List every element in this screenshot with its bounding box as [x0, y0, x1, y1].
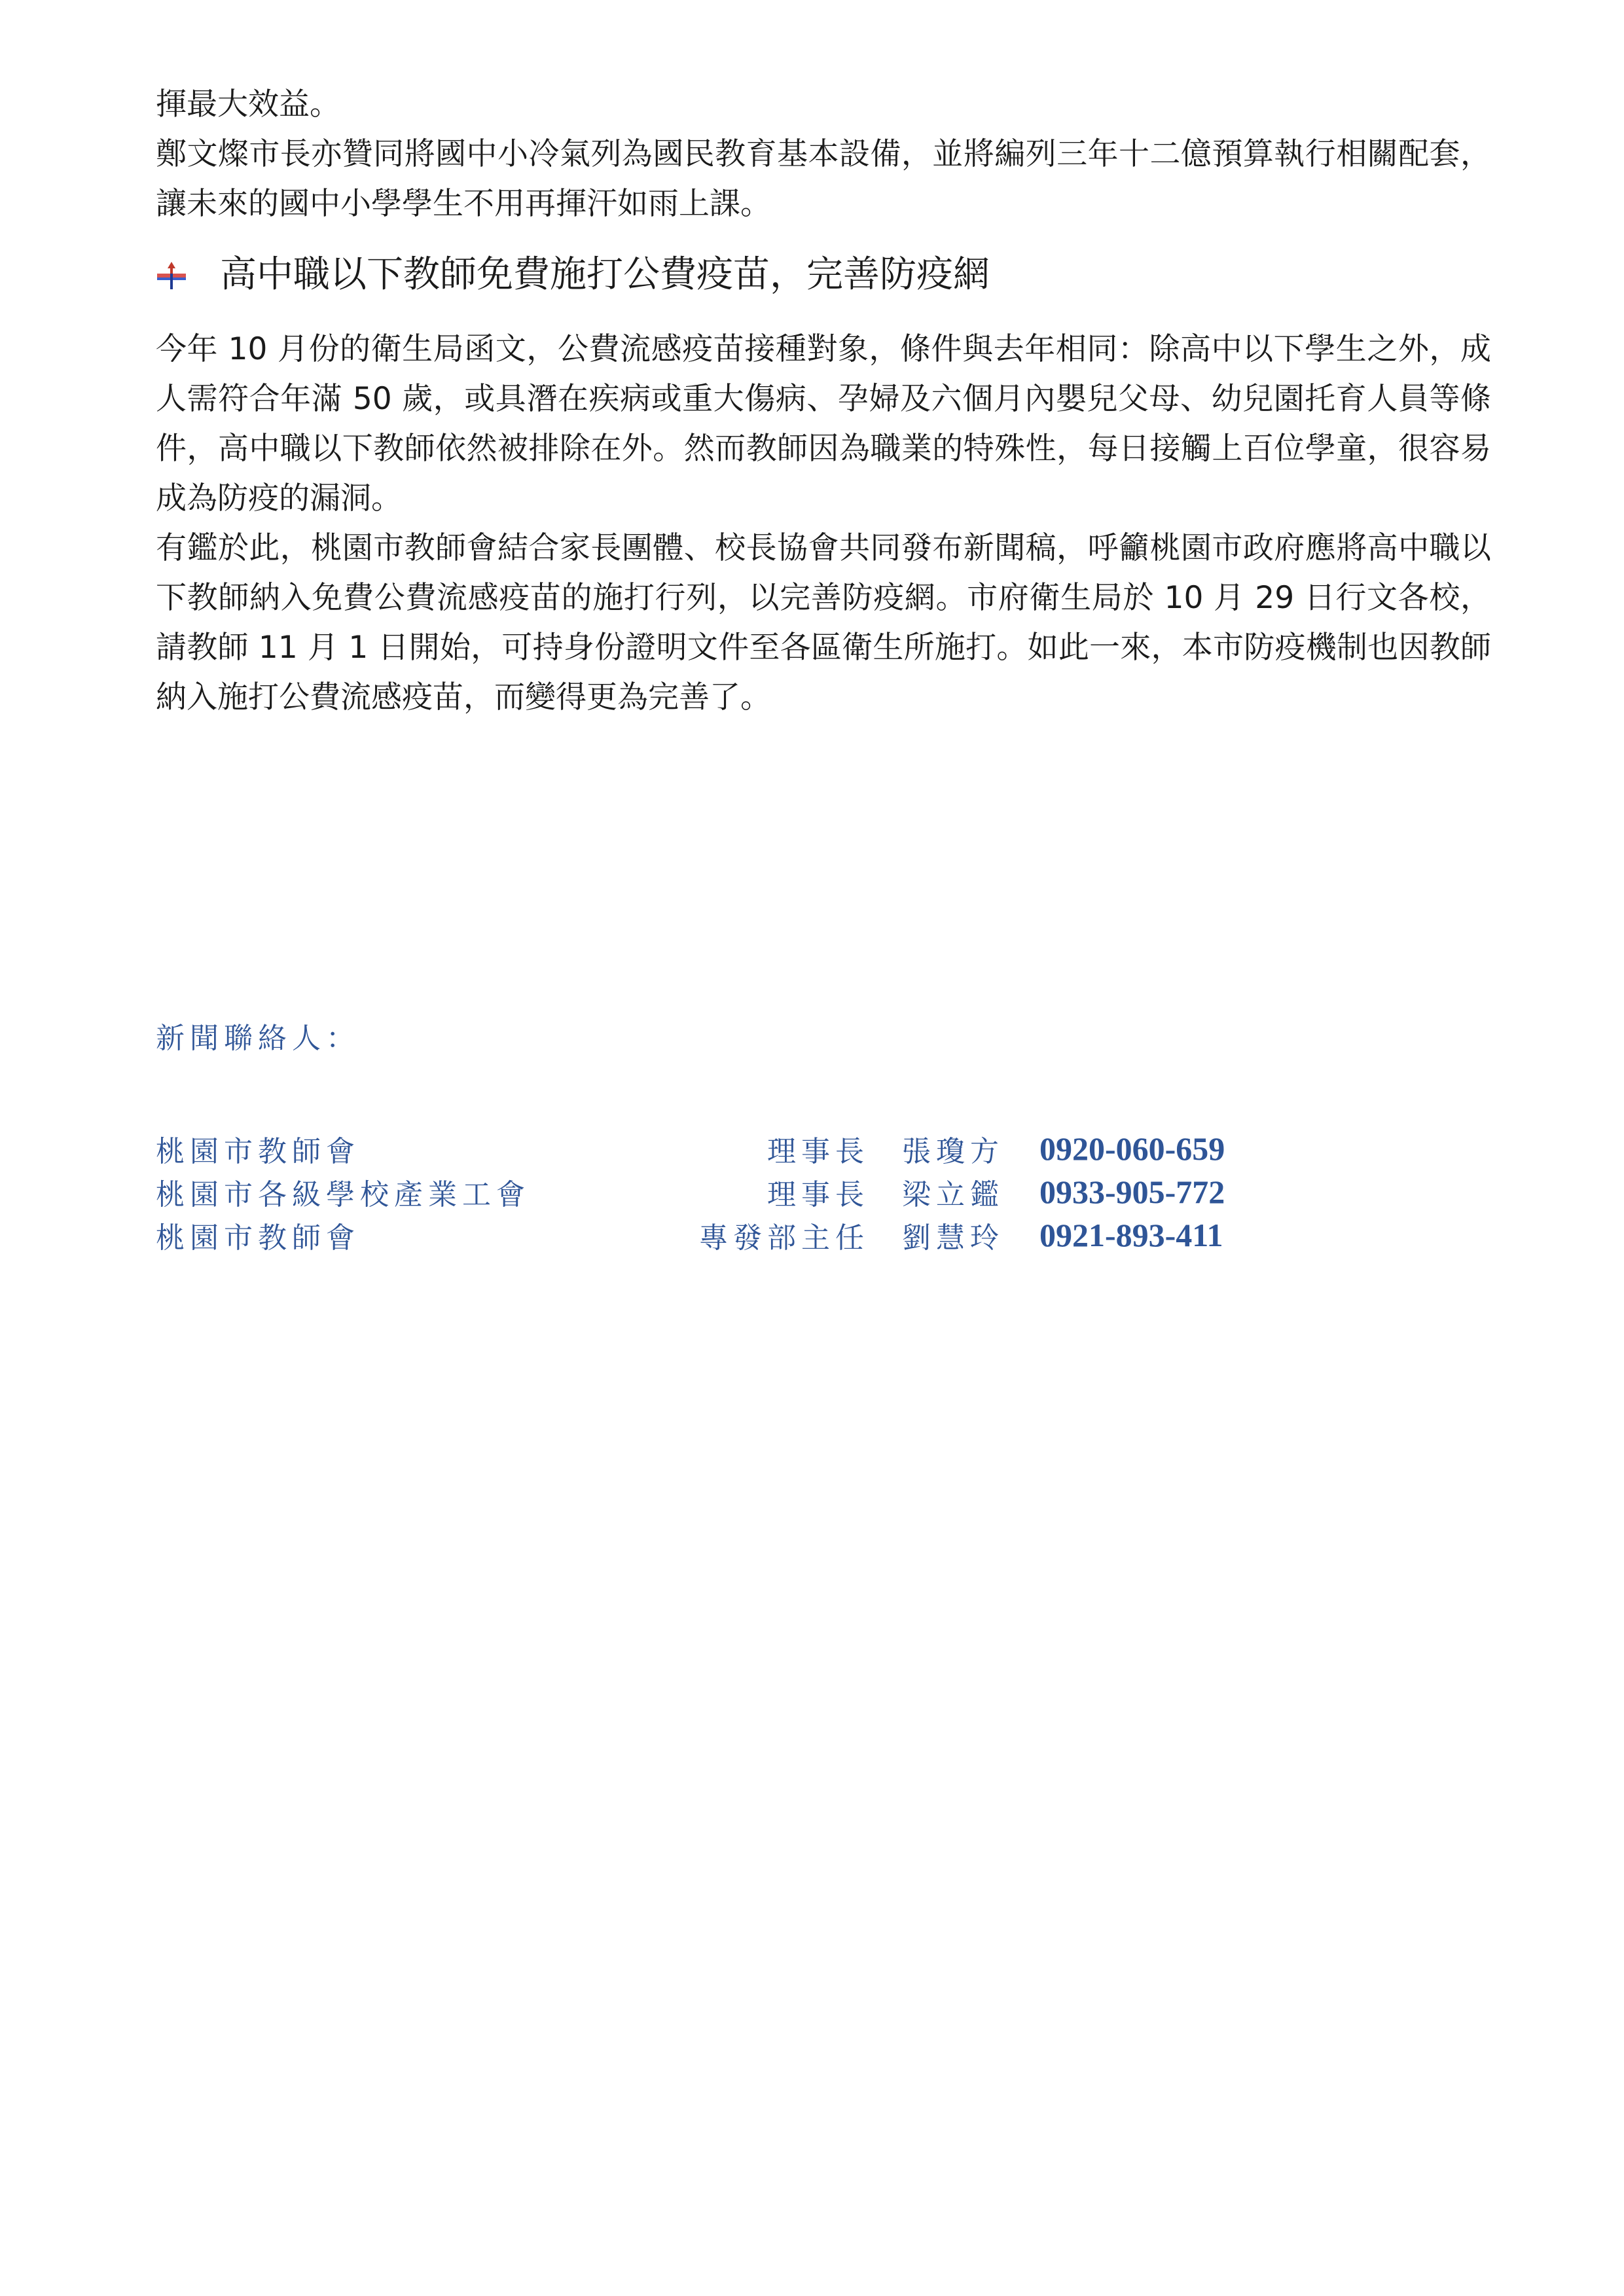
contact-phone: 0920-060-659	[1039, 1130, 1225, 1167]
contact-table	[156, 1127, 1225, 1257]
paragraph-top-tail: 揮最大效益。	[156, 86, 340, 122]
section-heading	[156, 249, 1491, 301]
contact-name: 梁立鑑	[902, 1178, 1004, 1211]
contact-name: 張瓊方	[902, 1135, 1004, 1168]
paragraph-vaccine-teachers: 有鑑於此，桃園市教師會結合家長團體、校長協會共同發布新聞稿，呼籲桃園市政府應將高中職以下教師納入免費公費流感疫苗的施打行列，以完善防疫網。市府衛生局於 10 月 29 日行文各校，請教師 11 月 1 日開始，可持身份證明文件至各區衛生所施打。如此一來，本市防疫機制也因教師納入施打公費流感疫苗，而變得更為完善了。	[156, 530, 1491, 715]
contact-title: 專發部主任	[699, 1221, 869, 1255]
contact-phone: 0921-893-411	[1039, 1217, 1223, 1253]
heading-text: 高中職以下教師免費施打公費疫苗，完善防疫網	[220, 253, 990, 296]
contact-row	[156, 1170, 1225, 1213]
paragraph-vaccine-eligibility: 今年 10 月份的衛生局函文，公費流感疫苗接種對象，條件與去年相同：除高中以下學生之外，成人需符合年滿 50 歲，或具潛在疾病或重大傷病、孕婦及六個月內嬰兒父母、幼兒園托育人員等條件，高中職以下教師依然被排除在外。然而教師因為職業的特殊性，每日接觸上百位學童，很容易成為防疫的漏洞。	[156, 331, 1491, 516]
contact-label: 新聞聯絡人：	[156, 1022, 360, 1055]
contact-phone: 0933-905-772	[1039, 1174, 1225, 1210]
contact-title: 理事長	[767, 1178, 869, 1211]
contact-row	[156, 1127, 1225, 1170]
contact-org: 桃園市教師會	[156, 1135, 360, 1168]
contact-name: 劉慧玲	[902, 1221, 1004, 1255]
contact-title: 理事長	[767, 1135, 869, 1168]
paragraph-mayor: 鄭文燦市長亦贊同將國中小冷氣列為國民教育基本設備，並將編列三年十二億預算執行相關配套，讓未來的國中小學學生不用再揮汗如雨上課。	[156, 136, 1491, 222]
bullet-arrow-icon	[156, 259, 187, 291]
contact-org: 桃園市各級學校產業工會	[156, 1178, 530, 1211]
contact-org: 桃園市教師會	[156, 1221, 360, 1255]
contact-row	[156, 1213, 1225, 1257]
